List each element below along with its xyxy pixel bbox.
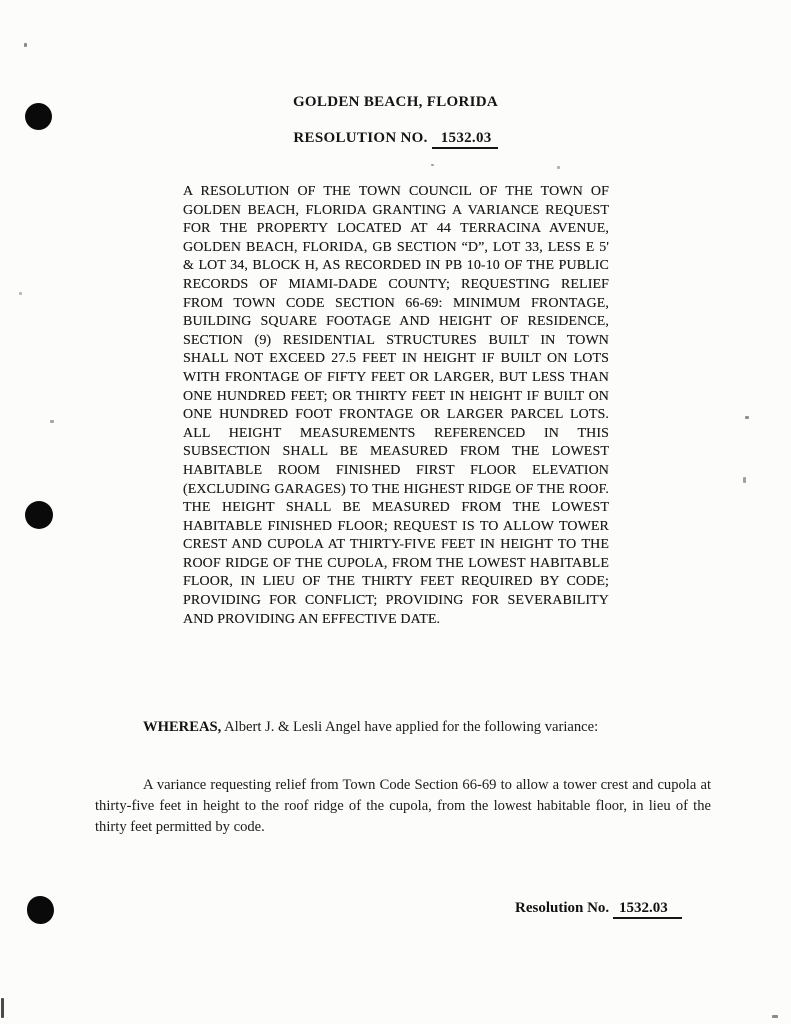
scan-speck — [745, 416, 749, 419]
scan-speck — [772, 1015, 778, 1018]
caption-block: A RESOLUTION OF THE TOWN COUNCIL OF THE TOWN OF GOLDEN BEACH, FLORIDA GRANTING A VARIANCE REQUEST FOR THE PROPERTY LOCATED AT 44 TERRACINA AVENUE, GOLDEN BEACH, FLORIDA, GB SECTION “D”, LOT 33, LESS E 5' & LOT 34, BLOCK H, AS RECORDED IN PB 10-10 OF THE PUBLIC RECORDS OF MIAMI-DADE COUNTY; REQUESTING RELIEF FROM TOWN CODE SECTION 66-69: MINIMUM FRONTAGE, BUILDING SQUARE FOOTAGE AND HEIGHT OF RESIDENCE, SECTION (9) RESIDENTIAL STRUCTURES BUILT IN TOWN SHALL NOT EXCEED 27.5 FEET IN HEIGHT IF BUILT ON LOTS WITH FRONTAGE OF FIFTY FEET OR LARGER, BUT LESS THAN ONE HUNDRED FEET; OR THIRTY FEET IN HEIGHT IF BUILT ON ONE HUNDRED FOOT FRONTAGE OR LARGER PARCEL LOTS. ALL HEIGHT MEASUREMENTS REFERENCED IN THIS SUBSECTION SHALL BE MEASURED FROM THE LOWEST HABITABLE ROOM FINISHED FIRST FLOOR ELEVATION (EXCLUDING GARAGES) TO THE HIGHEST RIDGE OF THE ROOF. THE HEIGHT SHALL BE MEASURED FROM THE LOWEST HABITABLE FINISHED FLOOR; REQUEST IS TO ALLOW TOWER CREST AND CUPOLA AT THIRTY-FIVE FEET IN HEIGHT TO THE ROOF RIDGE OF THE CUPOLA, FROM THE LOWEST HABITABLE FLOOR, IN LIEU OF THE THIRTY FEET REQUIRED BY CODE; PROVIDING FOR CONFLICT; PROVIDING FOR SEVERABILITY AND PROVIDING AN EFFECTIVE DATE. — [183, 184, 609, 627]
scan-speck — [50, 420, 54, 423]
scan-speck — [19, 292, 22, 295]
scan-speck — [557, 166, 560, 169]
resolution-number: 1532.03 — [432, 130, 498, 149]
variance-paragraph: A variance requesting relief from Town Code Section 66-69 to allow a tower crest and cupola at thirty-five feet in height to the roof ridge of the cupola, from the lowest habitable floor, in lieu of the thirty feet permitted by code. — [95, 777, 711, 835]
whereas-text: Albert J. & Lesli Angel have applied for the following variance: — [221, 719, 599, 735]
resolution-number-line — [0, 130, 791, 147]
footer-resolution-label: Resolution No. — [515, 900, 610, 916]
footer-resolution-value: 1532.03 — [613, 900, 682, 919]
scan-speck — [431, 164, 434, 166]
document-title: GOLDEN BEACH, FLORIDA — [292, 94, 499, 110]
resolution-label: RESOLUTION NO. — [293, 130, 428, 146]
scan-speck — [743, 477, 746, 483]
scan-speck — [24, 43, 27, 47]
whereas-lead: WHEREAS, — [143, 719, 222, 735]
scan-speck — [1, 998, 4, 1018]
hole-punch-mark-middle — [25, 501, 53, 529]
footer-resolution-number — [515, 900, 682, 917]
whereas-clause — [95, 719, 735, 736]
hole-punch-mark-bottom — [27, 896, 54, 924]
